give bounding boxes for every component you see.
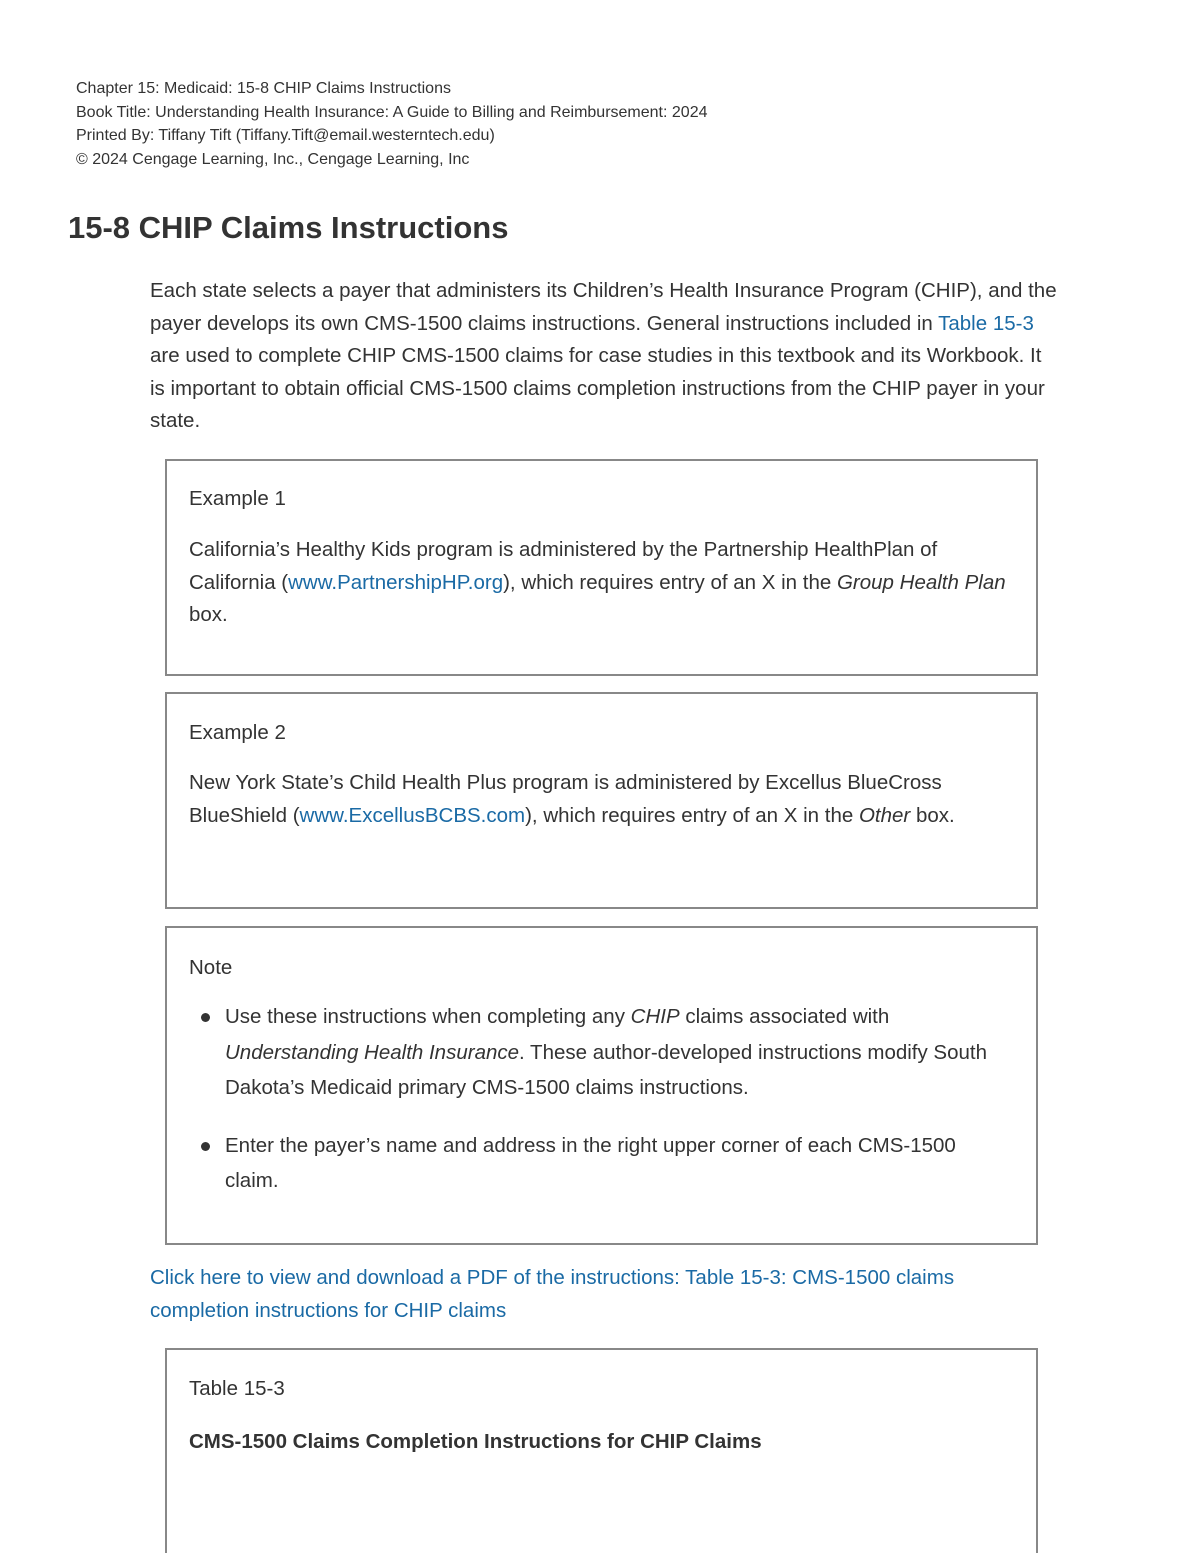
list-item	[225, 999, 1015, 1106]
example-2-text-1: New York State’s Child Health Plus program is administered by Excellus BlueCross BlueShield (	[189, 771, 942, 827]
example-1-italic: Group Health Plan	[836, 570, 1006, 594]
excellusbcbs-link[interactable]: www.ExcellusBCBS.com	[299, 803, 526, 827]
note-label: Note	[189, 956, 233, 979]
note-box	[165, 926, 1038, 1245]
pdf-download-link[interactable]: Click here to view and download a PDF of the instructions: Table 15-3: CMS-1500 claims completion instructions for CHIP claims	[150, 1266, 955, 1322]
example-1-text	[189, 534, 1019, 632]
example-2-label: Example 2	[189, 721, 286, 744]
example-2-text-2: ), which requires entry of an X in the	[525, 803, 859, 827]
example-1-box	[165, 459, 1038, 676]
example-2-text	[189, 767, 1019, 832]
document-header	[76, 77, 707, 171]
intro-text-1: Each state selects a payer that administers its Children’s Health Insurance Program (CHIP), and the payer develops its own CMS-1500 claims instructions. General instructions included in	[150, 279, 1057, 335]
note-item-2-text: Enter the payer’s name and address in the right upper corner of each CMS-1500 claim.	[225, 1133, 956, 1192]
note-item-1-italic-1: CHIP	[630, 1005, 680, 1028]
example-1-text-1: California’s Healthy Kids program is administered by the Partnership HealthPlan of California (	[189, 538, 938, 594]
example-2-text-3: box.	[910, 803, 955, 827]
note-item-1-text-2: claims associated with	[679, 1005, 890, 1028]
partnershiphp-link[interactable]: www.PartnershipHP.org	[288, 570, 504, 594]
note-item-1-text-1: Use these instructions when completing any	[225, 1005, 631, 1028]
example-1-text-2: ), which requires entry of an X in the	[503, 570, 837, 594]
table-heading: CMS-1500 Claims Completion Instructions for CHIP Claims	[189, 1430, 762, 1453]
note-item-1-italic-2: Understanding Health Insurance	[225, 1040, 520, 1064]
book-title-line: Book Title: Understanding Health Insurance: A Guide to Billing and Reimbursement: 2024	[76, 103, 708, 121]
intro-paragraph	[150, 275, 1060, 438]
copyright-line: © 2024 Cengage Learning, Inc., Cengage Learning, Inc	[76, 150, 470, 168]
table-label: Table 15-3	[189, 1377, 285, 1400]
example-2-italic: Other	[858, 803, 911, 827]
example-1-text-3: box.	[189, 603, 228, 626]
chapter-line: Chapter 15: Medicaid: 15-8 CHIP Claims Instructions	[76, 80, 451, 97]
example-2-box	[165, 692, 1038, 909]
intro-text-2: are used to complete CHIP CMS-1500 claims for case studies in this textbook and its Workbook. It is important to obtain official CMS-1500 claims completion instructions from the CHIP payer in your state.	[150, 344, 1045, 432]
page-title: 15-8 CHIP Claims Instructions	[68, 210, 509, 245]
list-item	[225, 1128, 1015, 1199]
bullet-icon	[201, 1142, 210, 1151]
note-item-1-text-3: . These author-developed instructions modify South Dakota’s Medicaid primary CMS-1500 claims instructions.	[225, 1040, 988, 1099]
bullet-icon	[201, 1013, 210, 1022]
table-15-3-box	[165, 1348, 1038, 1553]
table-15-3-link[interactable]: Table 15-3	[938, 311, 1034, 335]
note-list	[225, 999, 1015, 1221]
printed-by-line: Printed By: Tiffany Tift (Tiffany.Tift@email.westerntech.edu)	[76, 127, 495, 144]
example-1-label: Example 1	[189, 487, 286, 510]
